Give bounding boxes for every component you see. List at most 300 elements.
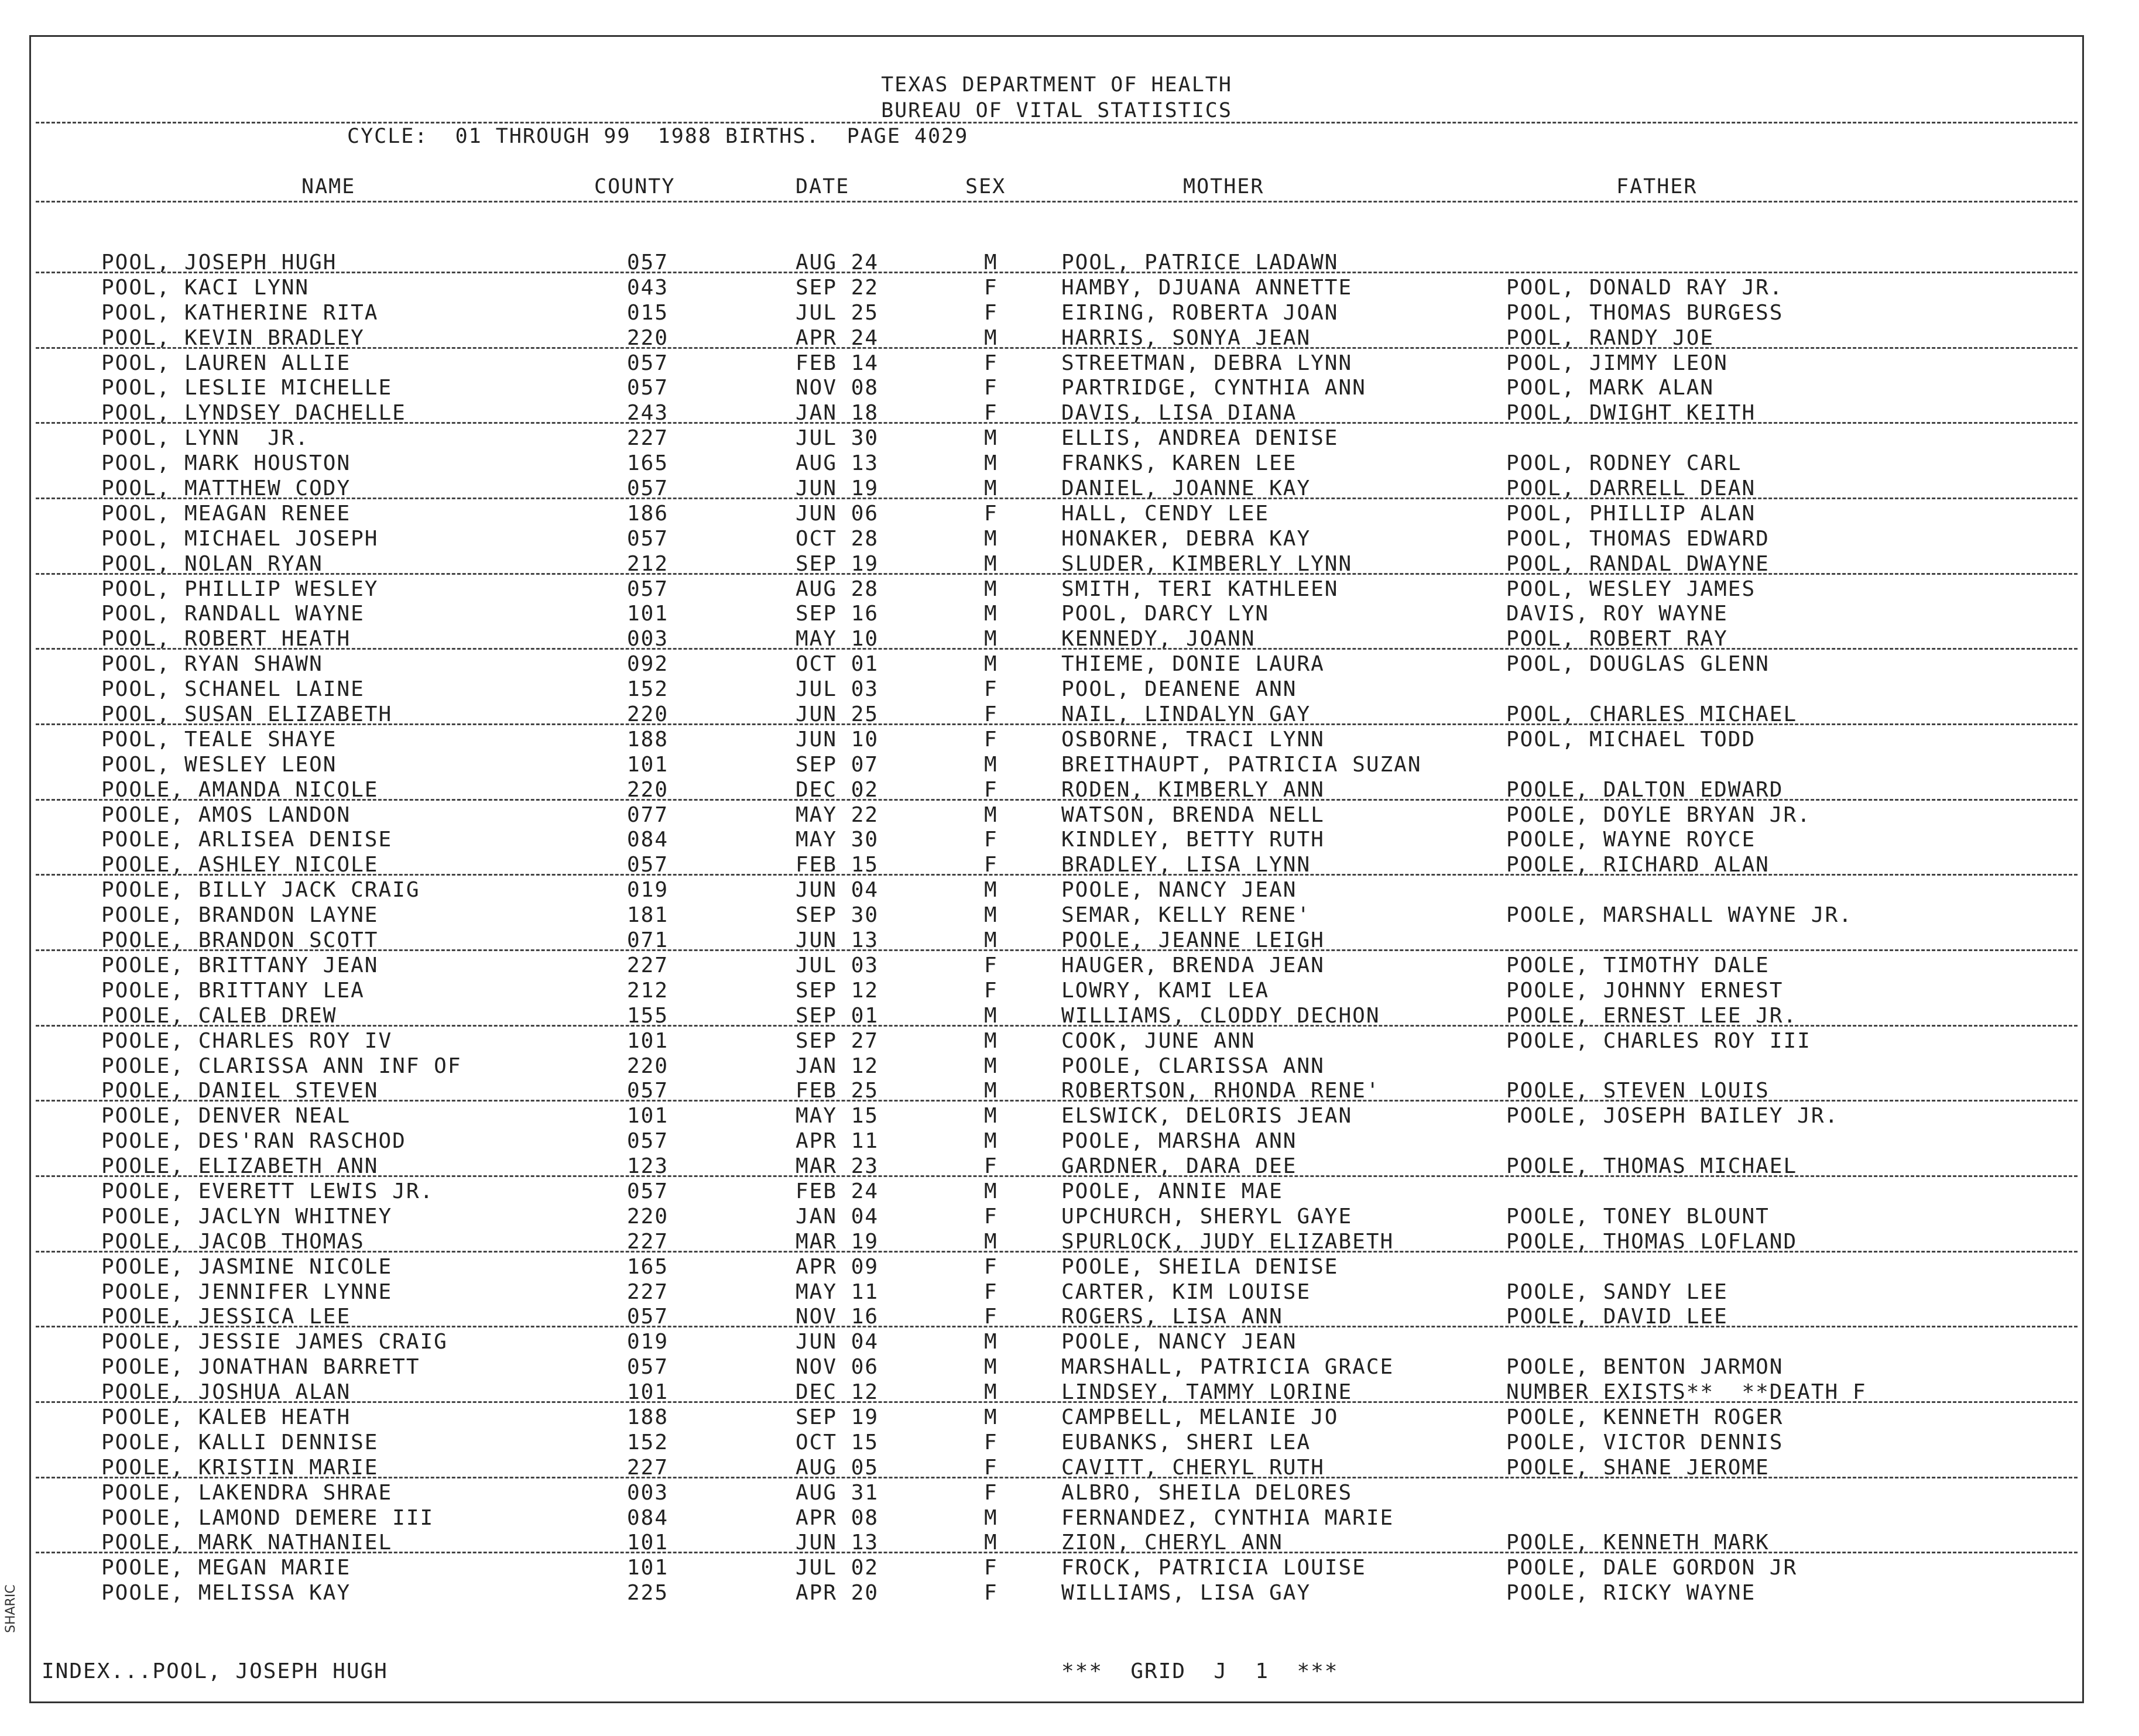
record-county: 220 bbox=[627, 777, 669, 802]
record-mother: EIRING, ROBERTA JOAN bbox=[1061, 300, 1339, 325]
record-father: POOLE, TIMOTHY DALE bbox=[1506, 953, 1770, 977]
record-county: 084 bbox=[627, 1505, 669, 1530]
record-row bbox=[31, 326, 2082, 351]
record-row bbox=[31, 527, 2082, 552]
record-row bbox=[31, 351, 2082, 376]
record-county: 227 bbox=[627, 1455, 669, 1480]
record-mother: CAVITT, CHERYL RUTH bbox=[1061, 1455, 1325, 1480]
record-row bbox=[31, 1330, 2082, 1355]
record-date: OCT 28 bbox=[796, 526, 879, 551]
record-date: NOV 16 bbox=[796, 1305, 879, 1329]
record-mother: HAUGER, BRENDA JEAN bbox=[1061, 953, 1325, 977]
record-mother: FRANKS, KAREN LEE bbox=[1061, 451, 1297, 476]
record-sex: M bbox=[984, 1054, 998, 1078]
record-sex: M bbox=[984, 1330, 998, 1354]
record-mother: DANIEL, JOANNE KAY bbox=[1061, 476, 1311, 501]
record-father: POOL, RANDY JOE bbox=[1506, 325, 1715, 350]
record-sex: F bbox=[984, 1556, 998, 1580]
record-date: FEB 15 bbox=[796, 853, 879, 877]
record-name: POOLE, JENNIFER LYNNE bbox=[101, 1279, 393, 1304]
record-father: POOLE, RICHARD ALAN bbox=[1506, 853, 1770, 877]
index-footer: INDEX...POOL, JOSEPH HUGH bbox=[42, 1659, 388, 1683]
record-sex: M bbox=[984, 752, 998, 777]
record-father: POOLE, STEVEN LOUIS bbox=[1506, 1079, 1770, 1103]
record-sex: F bbox=[984, 351, 998, 375]
record-date: JAN 04 bbox=[796, 1204, 879, 1229]
record-name: POOLE, JASMINE NICOLE bbox=[101, 1254, 393, 1279]
record-mother: POOLE, NANCY JEAN bbox=[1061, 878, 1297, 903]
record-row bbox=[31, 1179, 2082, 1205]
record-row bbox=[31, 1506, 2082, 1531]
record-name: POOL, LAUREN ALLIE bbox=[101, 351, 351, 375]
record-name: POOLE, CHARLES ROY IV bbox=[101, 1028, 393, 1053]
record-mother: HONAKER, DEBRA KAY bbox=[1061, 526, 1311, 551]
record-sex: F bbox=[984, 727, 998, 752]
record-row bbox=[31, 251, 2082, 276]
record-date: AUG 05 bbox=[796, 1455, 879, 1480]
record-date: FEB 25 bbox=[796, 1079, 879, 1103]
record-father: POOLE, DALTON EDWARD bbox=[1506, 777, 1784, 802]
record-mother: WILLIAMS, LISA GAY bbox=[1061, 1581, 1311, 1605]
record-name: POOLE, JESSIE JAMES CRAIG bbox=[101, 1330, 448, 1354]
record-name: POOLE, ARLISEA DENISE bbox=[101, 828, 393, 852]
record-mother: POOLE, ANNIE MAE bbox=[1061, 1179, 1283, 1203]
record-father: POOL, CHARLES MICHAEL bbox=[1506, 702, 1798, 727]
record-mother: POOLE, MARSHA ANN bbox=[1061, 1129, 1297, 1154]
record-mother: HARRIS, SONYA JEAN bbox=[1061, 325, 1311, 350]
record-row bbox=[31, 803, 2082, 828]
record-father: POOLE, DALE GORDON JR bbox=[1506, 1556, 1798, 1580]
record-sex: F bbox=[984, 1279, 998, 1304]
record-name: POOLE, BRITTANY JEAN bbox=[101, 953, 379, 977]
record-date: JUL 03 bbox=[796, 953, 879, 977]
record-father: POOL, DONALD RAY JR. bbox=[1506, 275, 1784, 300]
record-mother: MARSHALL, PATRICIA GRACE bbox=[1061, 1355, 1394, 1380]
record-date: JUL 25 bbox=[796, 300, 879, 325]
record-row bbox=[31, 1581, 2082, 1606]
record-mother: WATSON, BRENDA NELL bbox=[1061, 802, 1325, 827]
record-mother: SEMAR, KELLY RENE' bbox=[1061, 903, 1311, 928]
record-row bbox=[31, 1054, 2082, 1079]
record-sex: F bbox=[984, 1305, 998, 1329]
record-date: JAN 12 bbox=[796, 1054, 879, 1078]
record-county: 227 bbox=[627, 953, 669, 977]
record-sex: F bbox=[984, 501, 998, 526]
record-sex: F bbox=[984, 401, 998, 426]
record-mother: COOK, JUNE ANN bbox=[1061, 1028, 1256, 1053]
record-date: AUG 24 bbox=[796, 251, 879, 275]
record-sex: F bbox=[984, 1480, 998, 1505]
record-sex: F bbox=[984, 1204, 998, 1229]
record-father: POOLE, BENTON JARMON bbox=[1506, 1355, 1784, 1380]
record-mother: DAVIS, LISA DIANA bbox=[1061, 401, 1297, 426]
record-father: POOLE, VICTOR DENNIS bbox=[1506, 1430, 1784, 1454]
record-date: JUN 04 bbox=[796, 878, 879, 903]
record-name: POOLE, JOSHUA ALAN bbox=[101, 1380, 351, 1405]
record-name: POOLE, KALEB HEATH bbox=[101, 1405, 351, 1429]
record-name: POOLE, CALEB DREW bbox=[101, 1003, 337, 1028]
record-county: 057 bbox=[627, 853, 669, 877]
record-father: POOL, MICHAEL TODD bbox=[1506, 727, 1756, 752]
record-row bbox=[31, 1556, 2082, 1581]
record-county: 057 bbox=[627, 251, 669, 275]
record-mother: POOLE, JEANNE LEIGH bbox=[1061, 928, 1325, 953]
record-name: POOL, LYNN JR. bbox=[101, 426, 310, 451]
record-county: 077 bbox=[627, 802, 669, 827]
record-mother: LINDSEY, TAMMY LORINE bbox=[1061, 1380, 1353, 1405]
record-name: POOLE, DANIEL STEVEN bbox=[101, 1079, 379, 1103]
record-date: OCT 01 bbox=[796, 652, 879, 677]
record-name: POOL, LYNDSEY DACHELLE bbox=[101, 401, 406, 426]
record-row bbox=[31, 1079, 2082, 1104]
record-sex: M bbox=[984, 627, 998, 651]
record-sex: F bbox=[984, 677, 998, 702]
record-mother: OSBORNE, TRACI LYNN bbox=[1061, 727, 1325, 752]
record-county: 003 bbox=[627, 1480, 669, 1505]
record-date: DEC 12 bbox=[796, 1380, 879, 1405]
record-row bbox=[31, 1230, 2082, 1255]
record-sex: F bbox=[984, 777, 998, 802]
record-county: 165 bbox=[627, 1254, 669, 1279]
record-row bbox=[31, 627, 2082, 652]
record-father: POOLE, ERNEST LEE JR. bbox=[1506, 1003, 1798, 1028]
record-father: POOLE, WAYNE ROYCE bbox=[1506, 828, 1756, 852]
col-header-mother: MOTHER bbox=[1183, 175, 1264, 198]
record-date: JUL 02 bbox=[796, 1556, 879, 1580]
record-county: 071 bbox=[627, 928, 669, 953]
record-sex: M bbox=[984, 1079, 998, 1103]
record-county: 225 bbox=[627, 1581, 669, 1605]
record-name: POOLE, KALLI DENNISE bbox=[101, 1430, 379, 1454]
record-father: POOLE, RICKY WAYNE bbox=[1506, 1581, 1756, 1605]
record-county: 220 bbox=[627, 1054, 669, 1078]
record-father: POOLE, SHANE JEROME bbox=[1506, 1455, 1770, 1480]
record-name: POOL, LESLIE MICHELLE bbox=[101, 376, 393, 400]
record-county: 057 bbox=[627, 476, 669, 501]
record-sex: M bbox=[984, 1380, 998, 1405]
record-father: POOLE, DOYLE BRYAN JR. bbox=[1506, 802, 1811, 827]
record-sex: F bbox=[984, 300, 998, 325]
record-mother: KINDLEY, BETTY RUTH bbox=[1061, 828, 1325, 852]
record-mother: RODEN, KIMBERLY ANN bbox=[1061, 777, 1325, 802]
record-row bbox=[31, 778, 2082, 803]
record-mother: UPCHURCH, SHERYL GAYE bbox=[1061, 1204, 1353, 1229]
record-mother: ELLIS, ANDREA DENISE bbox=[1061, 426, 1339, 451]
record-mother: EUBANKS, SHERI LEA bbox=[1061, 1430, 1311, 1454]
record-sex: F bbox=[984, 702, 998, 727]
bureau-title: BUREAU OF VITAL STATISTICS bbox=[881, 99, 1232, 122]
record-mother: POOLE, CLARISSA ANN bbox=[1061, 1054, 1325, 1078]
record-county: 057 bbox=[627, 1355, 669, 1380]
record-county: 043 bbox=[627, 275, 669, 300]
record-sex: M bbox=[984, 1179, 998, 1203]
record-county: 188 bbox=[627, 1405, 669, 1429]
record-name: POOLE, BILLY JACK CRAIG bbox=[101, 878, 420, 903]
record-name: POOL, TEALE SHAYE bbox=[101, 727, 337, 752]
record-date: AUG 31 bbox=[796, 1480, 879, 1505]
record-county: 003 bbox=[627, 627, 669, 651]
record-county: 057 bbox=[627, 1305, 669, 1329]
record-county: 101 bbox=[627, 1104, 669, 1128]
record-county: 101 bbox=[627, 1556, 669, 1580]
record-county: 220 bbox=[627, 325, 669, 350]
record-date: APR 09 bbox=[796, 1254, 879, 1279]
record-father: POOLE, JOSEPH BAILEY JR. bbox=[1506, 1104, 1839, 1128]
record-father: POOLE, THOMAS MICHAEL bbox=[1506, 1154, 1798, 1179]
record-county: 101 bbox=[627, 602, 669, 626]
record-county: 057 bbox=[627, 1129, 669, 1154]
record-county: 057 bbox=[627, 351, 669, 375]
record-county: 152 bbox=[627, 1430, 669, 1454]
record-row bbox=[31, 878, 2082, 903]
col-header-sex: SEX bbox=[965, 175, 1006, 198]
record-name: POOLE, MELISSA KAY bbox=[101, 1581, 351, 1605]
record-row bbox=[31, 1029, 2082, 1054]
record-county: 092 bbox=[627, 652, 669, 677]
record-name: POOLE, JESSICA LEE bbox=[101, 1305, 351, 1329]
record-row bbox=[31, 1380, 2082, 1405]
record-date: SEP 16 bbox=[796, 602, 879, 626]
record-date: NOV 08 bbox=[796, 376, 879, 400]
record-name: POOLE, BRITTANY LEA bbox=[101, 978, 365, 1003]
col-header-father: FATHER bbox=[1616, 175, 1698, 198]
record-father: POOLE, KENNETH ROGER bbox=[1506, 1405, 1784, 1429]
record-row bbox=[31, 476, 2082, 502]
record-date: APR 20 bbox=[796, 1581, 879, 1605]
record-father: POOL, PHILLIP ALAN bbox=[1506, 501, 1756, 526]
record-county: 101 bbox=[627, 1531, 669, 1555]
record-father: POOL, WESLEY JAMES bbox=[1506, 577, 1756, 601]
record-father: POOLE, SANDY LEE bbox=[1506, 1279, 1728, 1304]
record-row bbox=[31, 1305, 2082, 1330]
record-row bbox=[31, 702, 2082, 728]
record-date: APR 11 bbox=[796, 1129, 879, 1154]
record-row bbox=[31, 602, 2082, 627]
record-date: AUG 13 bbox=[796, 451, 879, 476]
col-header-name: NAME bbox=[301, 175, 356, 198]
record-father: POOL, JIMMY LEON bbox=[1506, 351, 1728, 375]
record-county: 152 bbox=[627, 677, 669, 702]
record-sex: F bbox=[984, 376, 998, 400]
record-row bbox=[31, 451, 2082, 476]
record-name: POOLE, KRISTIN MARIE bbox=[101, 1455, 379, 1480]
record-row bbox=[31, 979, 2082, 1004]
record-father: POOLE, DAVID LEE bbox=[1506, 1305, 1728, 1329]
cycle-line: CYCLE: 01 THROUGH 99 1988 BIRTHS. PAGE 4029 bbox=[347, 125, 969, 148]
record-date: JUN 06 bbox=[796, 501, 879, 526]
record-mother: BREITHAUPT, PATRICIA SUZAN bbox=[1061, 752, 1422, 777]
record-name: POOL, RYAN SHAWN bbox=[101, 652, 323, 677]
record-row bbox=[31, 1405, 2082, 1430]
record-date: OCT 15 bbox=[796, 1430, 879, 1454]
record-sex: F bbox=[984, 1455, 998, 1480]
record-mother: CAMPBELL, MELANIE JO bbox=[1061, 1405, 1339, 1429]
record-name: POOLE, MARK NATHANIEL bbox=[101, 1531, 393, 1555]
record-mother: POOLE, NANCY JEAN bbox=[1061, 1330, 1297, 1354]
record-name: POOL, MARK HOUSTON bbox=[101, 451, 351, 476]
record-row bbox=[31, 301, 2082, 326]
record-row bbox=[31, 552, 2082, 577]
record-name: POOL, PHILLIP WESLEY bbox=[101, 577, 379, 601]
record-row bbox=[31, 401, 2082, 426]
record-father: POOL, ROBERT RAY bbox=[1506, 627, 1728, 651]
record-father: POOL, DWIGHT KEITH bbox=[1506, 401, 1756, 426]
record-name: POOLE, MEGAN MARIE bbox=[101, 1556, 351, 1580]
record-county: 101 bbox=[627, 1028, 669, 1053]
record-name: POOLE, CLARISSA ANN INF OF bbox=[101, 1054, 462, 1078]
record-row bbox=[31, 677, 2082, 702]
record-county: 227 bbox=[627, 1229, 669, 1254]
record-father: POOL, RANDAL DWAYNE bbox=[1506, 551, 1770, 576]
record-date: JUL 30 bbox=[796, 426, 879, 451]
record-name: POOL, KATHERINE RITA bbox=[101, 300, 379, 325]
ledger-page bbox=[29, 35, 2084, 1703]
record-father: POOLE, THOMAS LOFLAND bbox=[1506, 1229, 1798, 1254]
header-rule bbox=[36, 122, 2078, 123]
record-row bbox=[31, 1481, 2082, 1506]
record-county: 057 bbox=[627, 376, 669, 400]
record-mother: POOLE, SHEILA DENISE bbox=[1061, 1254, 1339, 1279]
record-mother: HALL, CENDY LEE bbox=[1061, 501, 1270, 526]
record-sex: M bbox=[984, 802, 998, 827]
record-father: DAVIS, ROY WAYNE bbox=[1506, 602, 1728, 626]
record-row bbox=[31, 276, 2082, 301]
record-sex: M bbox=[984, 551, 998, 576]
record-name: POOL, JOSEPH HUGH bbox=[101, 251, 337, 275]
record-sex: M bbox=[984, 878, 998, 903]
record-county: 220 bbox=[627, 702, 669, 727]
record-sex: F bbox=[984, 1254, 998, 1279]
record-date: JUN 13 bbox=[796, 1531, 879, 1555]
record-mother: ELSWICK, DELORIS JEAN bbox=[1061, 1104, 1353, 1128]
record-mother: ZION, CHERYL ANN bbox=[1061, 1531, 1283, 1555]
record-name: POOL, SCHANEL LAINE bbox=[101, 677, 365, 702]
record-row bbox=[31, 1355, 2082, 1380]
record-name: POOL, RANDALL WAYNE bbox=[101, 602, 365, 626]
record-mother: CARTER, KIM LOUISE bbox=[1061, 1279, 1311, 1304]
record-row bbox=[31, 728, 2082, 753]
record-father: POOLE, JOHNNY ERNEST bbox=[1506, 978, 1784, 1003]
record-name: POOL, NOLAN RYAN bbox=[101, 551, 323, 576]
record-row bbox=[31, 426, 2082, 451]
record-sex: M bbox=[984, 1003, 998, 1028]
record-row bbox=[31, 376, 2082, 401]
record-name: POOLE, JACLYN WHITNEY bbox=[101, 1204, 393, 1229]
record-date: SEP 22 bbox=[796, 275, 879, 300]
record-name: POOLE, DENVER NEAL bbox=[101, 1104, 351, 1128]
record-date: SEP 07 bbox=[796, 752, 879, 777]
record-sex: M bbox=[984, 602, 998, 626]
record-county: 227 bbox=[627, 426, 669, 451]
record-date: MAR 19 bbox=[796, 1229, 879, 1254]
record-county: 212 bbox=[627, 551, 669, 576]
record-father: POOLE, MARSHALL WAYNE JR. bbox=[1506, 903, 1853, 928]
record-mother: ROBERTSON, RHONDA RENE' bbox=[1061, 1079, 1380, 1103]
record-name: POOLE, LAMOND DEMERE III bbox=[101, 1505, 434, 1530]
margin-mark: SHARIC bbox=[4, 1584, 18, 1633]
record-date: JAN 18 bbox=[796, 401, 879, 426]
record-sex: M bbox=[984, 251, 998, 275]
record-date: APR 08 bbox=[796, 1505, 879, 1530]
record-county: 186 bbox=[627, 501, 669, 526]
record-mother: POOL, PATRICE LADAWN bbox=[1061, 251, 1339, 275]
record-mother: SMITH, TERI KATHLEEN bbox=[1061, 577, 1339, 601]
record-mother: THIEME, DONIE LAURA bbox=[1061, 652, 1325, 677]
record-date: SEP 30 bbox=[796, 903, 879, 928]
record-name: POOLE, EVERETT LEWIS JR. bbox=[101, 1179, 434, 1203]
record-sex: M bbox=[984, 1531, 998, 1555]
record-name: POOL, WESLEY LEON bbox=[101, 752, 337, 777]
record-name: POOLE, LAKENDRA SHRAE bbox=[101, 1480, 393, 1505]
record-county: 155 bbox=[627, 1003, 669, 1028]
record-mother: SPURLOCK, JUDY ELIZABETH bbox=[1061, 1229, 1394, 1254]
record-county: 015 bbox=[627, 300, 669, 325]
record-date: FEB 14 bbox=[796, 351, 879, 375]
record-mother: KENNEDY, JOANN bbox=[1061, 627, 1256, 651]
record-date: MAY 15 bbox=[796, 1104, 879, 1128]
record-sex: F bbox=[984, 978, 998, 1003]
record-row bbox=[31, 853, 2082, 878]
record-sex: M bbox=[984, 577, 998, 601]
record-county: 101 bbox=[627, 1380, 669, 1405]
birth-records-list bbox=[31, 251, 2082, 1606]
record-sex: M bbox=[984, 1229, 998, 1254]
record-county: 019 bbox=[627, 878, 669, 903]
record-father: POOL, THOMAS BURGESS bbox=[1506, 300, 1784, 325]
record-name: POOLE, JACOB THOMAS bbox=[101, 1229, 365, 1254]
record-sex: M bbox=[984, 426, 998, 451]
record-sex: F bbox=[984, 1430, 998, 1454]
record-date: AUG 28 bbox=[796, 577, 879, 601]
record-sex: M bbox=[984, 1129, 998, 1154]
record-county: 243 bbox=[627, 401, 669, 426]
record-row bbox=[31, 753, 2082, 778]
record-date: MAY 30 bbox=[796, 828, 879, 852]
record-mother: GARDNER, DARA DEE bbox=[1061, 1154, 1297, 1179]
record-county: 165 bbox=[627, 451, 669, 476]
record-date: MAY 22 bbox=[796, 802, 879, 827]
record-county: 123 bbox=[627, 1154, 669, 1179]
record-row bbox=[31, 1531, 2082, 1556]
record-name: POOL, MATTHEW CODY bbox=[101, 476, 351, 501]
record-mother: NAIL, LINDALYN GAY bbox=[1061, 702, 1311, 727]
record-row bbox=[31, 577, 2082, 602]
record-sex: M bbox=[984, 1104, 998, 1128]
record-date: JUN 25 bbox=[796, 702, 879, 727]
record-date: SEP 01 bbox=[796, 1003, 879, 1028]
column-header-rule bbox=[36, 201, 2078, 203]
record-name: POOL, KACI LYNN bbox=[101, 275, 310, 300]
record-date: SEP 19 bbox=[796, 551, 879, 576]
record-name: POOLE, AMOS LANDON bbox=[101, 802, 351, 827]
record-county: 220 bbox=[627, 1204, 669, 1229]
col-header-date: DATE bbox=[796, 175, 850, 198]
record-date: JUN 13 bbox=[796, 928, 879, 953]
record-date: JUN 04 bbox=[796, 1330, 879, 1354]
record-father: POOL, THOMAS EDWARD bbox=[1506, 526, 1770, 551]
record-name: POOL, KEVIN BRADLEY bbox=[101, 325, 365, 350]
record-mother: STREETMAN, DEBRA LYNN bbox=[1061, 351, 1353, 375]
record-row bbox=[31, 1205, 2082, 1230]
record-row bbox=[31, 1129, 2082, 1154]
record-date: SEP 27 bbox=[796, 1028, 879, 1053]
record-date: MAY 10 bbox=[796, 627, 879, 651]
record-county: 057 bbox=[627, 526, 669, 551]
record-county: 057 bbox=[627, 577, 669, 601]
record-mother: PARTRIDGE, CYNTHIA ANN bbox=[1061, 376, 1366, 400]
record-row bbox=[31, 502, 2082, 527]
record-mother: POOL, DEANENE ANN bbox=[1061, 677, 1297, 702]
